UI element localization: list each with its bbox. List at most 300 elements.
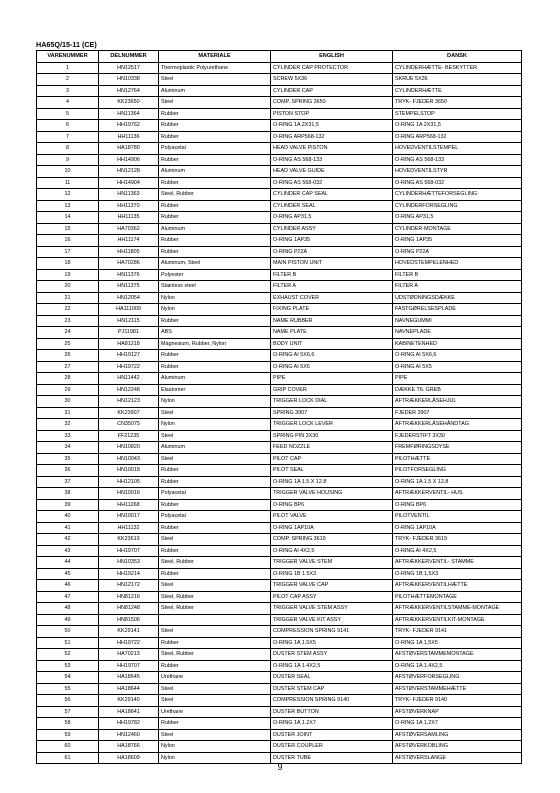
english-cell: O-RING 1A 1.4X2,5 — [271, 660, 393, 672]
header-english: ENGLISH — [271, 51, 393, 63]
table-row — [37, 315, 522, 327]
part-number-cell: HH14906 — [99, 154, 159, 166]
table-row — [37, 718, 522, 730]
english-cell: FILTER B — [271, 269, 393, 281]
table-row — [37, 706, 522, 718]
item-number-cell: 5 — [37, 108, 99, 120]
part-number-cell: HN11363 — [99, 189, 159, 201]
item-number-cell: 61 — [37, 752, 99, 764]
table-row — [37, 626, 522, 638]
part-number-cell: HH12105 — [99, 476, 159, 488]
material-cell: Elastomer — [159, 384, 271, 396]
table-row — [37, 74, 522, 86]
english-cell: PILOT CAP ASSY — [271, 591, 393, 603]
table-row — [37, 591, 522, 603]
danish-cell: O-RING 1A 1,4X2,5 — [393, 660, 522, 672]
part-number-cell: HN10016 — [99, 488, 159, 500]
part-number-cell: HH11135 — [99, 212, 159, 224]
english-cell: CYLINDER ASSY — [271, 223, 393, 235]
danish-cell: AFSTØVERSTAMMEHÆTTE — [393, 683, 522, 695]
item-number-cell: 57 — [37, 706, 99, 718]
part-number-cell: HA81218 — [99, 338, 159, 350]
item-number-cell: 50 — [37, 626, 99, 638]
material-cell: Polyester — [159, 269, 271, 281]
danish-cell: CYLINDER-MONTAGE — [393, 223, 522, 235]
danish-cell: TRYK- FJEDER 9141 — [393, 626, 522, 638]
item-number-cell: 14 — [37, 212, 99, 224]
part-number-cell: HH11136 — [99, 131, 159, 143]
table-row — [37, 304, 522, 316]
item-number-cell: 28 — [37, 373, 99, 385]
table-row — [37, 672, 522, 684]
danish-cell: AFSTØVERFORSEGLING — [393, 672, 522, 684]
item-number-cell: 29 — [37, 384, 99, 396]
material-cell: Polyacetal — [159, 488, 271, 500]
item-number-cell: 18 — [37, 258, 99, 270]
part-number-cell: HN11375 — [99, 281, 159, 293]
english-cell: SPRING PIN 3X30 — [271, 430, 393, 442]
item-number-cell: 3 — [37, 85, 99, 97]
part-number-cell: HN12517 — [99, 62, 159, 74]
part-number-cell: HH19707 — [99, 660, 159, 672]
table-row — [37, 154, 522, 166]
danish-cell: CYLINDERHÆTTE- BESKYTTER — [393, 62, 522, 74]
item-number-cell: 56 — [37, 695, 99, 707]
table-row — [37, 649, 522, 661]
item-number-cell: 59 — [37, 729, 99, 741]
english-cell: GRIP COVER — [271, 384, 393, 396]
item-number-cell: 48 — [37, 603, 99, 615]
material-cell: Steel — [159, 729, 271, 741]
table-row — [37, 258, 522, 270]
danish-cell: UDSTØDNINGSDÆKKE — [393, 292, 522, 304]
table-row — [37, 292, 522, 304]
english-cell: O-RING 1B 1.5X3 — [271, 568, 393, 580]
english-cell: FEED NOZZLE — [271, 442, 393, 454]
danish-cell: O-RING 1B 1,5X3 — [393, 568, 522, 580]
danish-cell: AFSTØVERSLANGE — [393, 752, 522, 764]
item-number-cell: 41 — [37, 522, 99, 534]
item-number-cell: 45 — [37, 568, 99, 580]
danish-cell: O-RING 1A 2X31,5 — [393, 120, 522, 132]
table-row — [37, 373, 522, 385]
danish-cell: AFTRÆKKERLÅSEHÅNDTAG — [393, 419, 522, 431]
table-row — [37, 350, 522, 362]
table-row — [37, 246, 522, 258]
item-number-cell: 20 — [37, 281, 99, 293]
material-cell: Rubber — [159, 120, 271, 132]
part-number-cell: HN12128 — [99, 166, 159, 178]
english-cell: O-RING 1A 1.2X7 — [271, 718, 393, 730]
item-number-cell: 36 — [37, 465, 99, 477]
part-number-cell: HN11376 — [99, 269, 159, 281]
part-number-cell: HH19762 — [99, 120, 159, 132]
material-cell: Steel — [159, 430, 271, 442]
english-cell: SCREW 5X36 — [271, 74, 393, 86]
material-cell: Nylon — [159, 752, 271, 764]
part-number-cell: KK29140 — [99, 695, 159, 707]
material-cell: Rubber — [159, 200, 271, 212]
english-cell: O-RING AS 568-133 — [271, 154, 393, 166]
material-cell — [159, 614, 271, 626]
table-row — [37, 361, 522, 373]
danish-cell: TRYK- FJEDER 9140 — [393, 695, 522, 707]
english-cell: O-RING AP31,5 — [271, 212, 393, 224]
danish-cell: O-RING AP31,5 — [393, 212, 522, 224]
part-number-cell: HA18645 — [99, 672, 159, 684]
item-number-cell: 53 — [37, 660, 99, 672]
item-number-cell: 47 — [37, 591, 99, 603]
danish-cell: O-RING 1AP10A — [393, 522, 522, 534]
danish-cell: FREMFØRINGSDYSE — [393, 442, 522, 454]
table-row — [37, 281, 522, 293]
material-cell: Aluminum, Steel — [159, 258, 271, 270]
english-cell: O-RING P22A — [271, 246, 393, 258]
material-cell: Rubber — [159, 545, 271, 557]
part-number-cell: HH11132 — [99, 522, 159, 534]
table-row — [37, 200, 522, 212]
danish-cell: HOVEDVENTILSTEMPEL — [393, 143, 522, 155]
item-number-cell: 35 — [37, 453, 99, 465]
part-number-cell: HN12764 — [99, 85, 159, 97]
part-number-cell: HH11370 — [99, 200, 159, 212]
english-cell: NAME RUBBER — [271, 315, 393, 327]
danish-cell: O-RING AI 5X6,6 — [393, 350, 522, 362]
item-number-cell: 46 — [37, 580, 99, 592]
english-cell: BODY UNIT — [271, 338, 393, 350]
english-cell: HEAD VALVE PISTON — [271, 143, 393, 155]
item-number-cell: 55 — [37, 683, 99, 695]
english-cell: PIPE — [271, 373, 393, 385]
item-number-cell: 30 — [37, 396, 99, 408]
material-cell: Steel, Rubber — [159, 649, 271, 661]
item-number-cell: 10 — [37, 166, 99, 178]
material-cell: Rubber — [159, 361, 271, 373]
part-number-cell: KK23907 — [99, 407, 159, 419]
part-number-cell: HN12115 — [99, 315, 159, 327]
material-cell: Rubber — [159, 315, 271, 327]
english-cell: COMPRESSION SPRING 9140 — [271, 695, 393, 707]
page-number: 9 — [277, 762, 283, 772]
part-number-cell: HA18766 — [99, 741, 159, 753]
english-cell: DUSTER BUTTON — [271, 706, 393, 718]
part-number-cell: HA70362 — [99, 223, 159, 235]
part-number-cell: HN11364 — [99, 108, 159, 120]
english-cell: CYLINDER CAP — [271, 85, 393, 97]
english-cell: DUSTER SEAL — [271, 672, 393, 684]
material-cell: Thermoplastic Polyurethane — [159, 62, 271, 74]
danish-cell: PILOTHÆTTEMONTAGE — [393, 591, 522, 603]
material-cell: Steel, Rubber — [159, 591, 271, 603]
table-row — [37, 660, 522, 672]
english-cell: PISTON STOP — [271, 108, 393, 120]
material-cell: Rubber — [159, 246, 271, 258]
english-cell: COMPRESSION SPRING 9141 — [271, 626, 393, 638]
table-row — [37, 419, 522, 431]
table-row — [37, 511, 522, 523]
table-row — [37, 580, 522, 592]
english-cell: O-RING 1AP10A — [271, 522, 393, 534]
parts-table — [36, 50, 522, 764]
danish-cell: FJEDER 3907 — [393, 407, 522, 419]
part-number-cell: HN10018 — [99, 465, 159, 477]
table-row — [37, 327, 522, 339]
part-number-cell: HN81216 — [99, 591, 159, 603]
table-row — [37, 534, 522, 546]
item-number-cell: 54 — [37, 672, 99, 684]
header-varenummer: VARENUMMER — [37, 51, 99, 63]
table-row — [37, 637, 522, 649]
part-number-cell: HA18644 — [99, 683, 159, 695]
table-row — [37, 522, 522, 534]
table-row — [37, 396, 522, 408]
danish-cell: AFSTØVERSTAMMEMONTAGE — [393, 649, 522, 661]
english-cell: TRIGGER VALVE HOUSING — [271, 488, 393, 500]
english-cell: O-RING AI 5X5 — [271, 361, 393, 373]
material-cell: Rubber — [159, 154, 271, 166]
danish-cell: CYLINDERHÆTTE — [393, 85, 522, 97]
part-number-cell: HN12123 — [99, 396, 159, 408]
table-row — [37, 189, 522, 201]
material-cell: Aluminum — [159, 223, 271, 235]
material-cell: Rubber — [159, 235, 271, 247]
item-number-cell: 24 — [37, 327, 99, 339]
danish-cell: HOVEDSTEMPELENHED — [393, 258, 522, 270]
item-number-cell: 51 — [37, 637, 99, 649]
item-number-cell: 33 — [37, 430, 99, 442]
danish-cell: FILTER A — [393, 281, 522, 293]
danish-cell: O-RING AI 5X5 — [393, 361, 522, 373]
danish-cell: O-RING AS 568-032 — [393, 177, 522, 189]
part-number-cell: KK29141 — [99, 626, 159, 638]
english-cell: COMP. SPRING 3619 — [271, 534, 393, 546]
material-cell: Rubber — [159, 108, 271, 120]
part-number-cell: HA70286 — [99, 258, 159, 270]
table-row — [37, 384, 522, 396]
english-cell: O-RING ARP568-132 — [271, 131, 393, 143]
english-cell: CYLINDER SEAL — [271, 200, 393, 212]
table-row — [37, 741, 522, 753]
item-number-cell: 49 — [37, 614, 99, 626]
english-cell: CYLINDER CAP SEAL — [271, 189, 393, 201]
material-cell: Rubber — [159, 177, 271, 189]
part-number-cell: HN81248 — [99, 603, 159, 615]
item-number-cell: 32 — [37, 419, 99, 431]
danish-cell: AFTRÆKKERVENTILHÆTTE — [393, 580, 522, 592]
danish-cell: O-RING P22A — [393, 246, 522, 258]
danish-cell: AFTRÆKKERVENTILSTAMME-MONTAGE — [393, 603, 522, 615]
part-number-cell: HN11442 — [99, 373, 159, 385]
item-number-cell: 34 — [37, 442, 99, 454]
danish-cell: AFTRÆKKERVENTIL- HUS — [393, 488, 522, 500]
item-number-cell: 7 — [37, 131, 99, 143]
danish-cell: PILOTVENTIL — [393, 511, 522, 523]
part-number-cell: HN10338 — [99, 74, 159, 86]
item-number-cell: 19 — [37, 269, 99, 281]
danish-cell: FILTER B — [393, 269, 522, 281]
material-cell: Nylon — [159, 396, 271, 408]
item-number-cell: 13 — [37, 200, 99, 212]
item-number-cell: 44 — [37, 557, 99, 569]
danish-cell: HOVEDVENTILSTYR — [393, 166, 522, 178]
table-row — [37, 465, 522, 477]
english-cell: FILTER A — [271, 281, 393, 293]
danish-cell: AFSTØVERKOBLING — [393, 741, 522, 753]
material-cell: Polyacetal — [159, 143, 271, 155]
material-cell: ABS — [159, 327, 271, 339]
danish-cell: CYLINDERFORSEGLING — [393, 200, 522, 212]
part-number-cell: HH19127 — [99, 350, 159, 362]
english-cell: PILOT VALVE — [271, 511, 393, 523]
english-cell: O-RING 1AP35 — [271, 235, 393, 247]
material-cell: Aluminum — [159, 373, 271, 385]
material-cell: Rubber — [159, 660, 271, 672]
part-number-cell: HH19707 — [99, 545, 159, 557]
part-number-cell: HA111009 — [99, 304, 159, 316]
part-number-cell: HN81506 — [99, 614, 159, 626]
danish-cell: O-RING 1AP35 — [393, 235, 522, 247]
part-number-cell: HN12460 — [99, 729, 159, 741]
part-number-cell: FF21235 — [99, 430, 159, 442]
table-row — [37, 143, 522, 155]
table-row — [37, 476, 522, 488]
danish-cell: O-RING AS 568-133 — [393, 154, 522, 166]
english-cell: DUSTER TUBE — [271, 752, 393, 764]
english-cell: FIXING PLATE — [271, 304, 393, 316]
material-cell: Rubber — [159, 350, 271, 362]
danish-cell: SKRUE 5X36 — [393, 74, 522, 86]
item-number-cell: 17 — [37, 246, 99, 258]
item-number-cell: 1 — [37, 62, 99, 74]
header-dansk: DANSK — [393, 51, 522, 63]
part-number-cell: CN35075 — [99, 419, 159, 431]
item-number-cell: 43 — [37, 545, 99, 557]
item-number-cell: 8 — [37, 143, 99, 155]
part-number-cell: HN12054 — [99, 292, 159, 304]
table-row — [37, 568, 522, 580]
item-number-cell: 4 — [37, 97, 99, 109]
material-cell: Steel — [159, 534, 271, 546]
table-row — [37, 614, 522, 626]
part-number-cell: HN12248 — [99, 384, 159, 396]
table-row — [37, 453, 522, 465]
material-cell: Steel — [159, 580, 271, 592]
part-number-cell: HH11174 — [99, 235, 159, 247]
item-number-cell: 11 — [37, 177, 99, 189]
english-cell: SPRING 3907 — [271, 407, 393, 419]
english-cell: COMP. SPRING 3650 — [271, 97, 393, 109]
table-row — [37, 235, 522, 247]
table-body — [37, 62, 522, 764]
item-number-cell: 16 — [37, 235, 99, 247]
material-cell: Nylon — [159, 741, 271, 753]
item-number-cell: 40 — [37, 511, 99, 523]
item-number-cell: 38 — [37, 488, 99, 500]
item-number-cell: 31 — [37, 407, 99, 419]
table-row — [37, 62, 522, 74]
material-cell: Rubber — [159, 212, 271, 224]
danish-cell: O-RING 1A 1,2X7 — [393, 718, 522, 730]
part-number-cell: KK23619 — [99, 534, 159, 546]
material-cell: Steel — [159, 74, 271, 86]
table-header-row — [37, 51, 522, 63]
english-cell: DUSTER COUPLER — [271, 741, 393, 753]
item-number-cell: 6 — [37, 120, 99, 132]
english-cell: HEAD VALVE GUIDE — [271, 166, 393, 178]
part-number-cell: HH19722 — [99, 637, 159, 649]
material-cell: Nylon — [159, 304, 271, 316]
english-cell: EXHAUST COVER — [271, 292, 393, 304]
material-cell: Urethane — [159, 706, 271, 718]
danish-cell: CYLINDERHÆTTEFORSEGLING — [393, 189, 522, 201]
table-row — [37, 108, 522, 120]
table-row — [37, 120, 522, 132]
danish-cell: KABINETENHED — [393, 338, 522, 350]
material-cell: Rubber — [159, 499, 271, 511]
item-number-cell: 22 — [37, 304, 99, 316]
table-row — [37, 212, 522, 224]
material-cell: Steel — [159, 683, 271, 695]
part-number-cell: PJ11981 — [99, 327, 159, 339]
material-cell: Steel — [159, 626, 271, 638]
material-cell: Steel — [159, 97, 271, 109]
table-row — [37, 545, 522, 557]
material-cell: Aluminum — [159, 166, 271, 178]
material-cell: Nylon — [159, 419, 271, 431]
item-number-cell: 12 — [37, 189, 99, 201]
table-row — [37, 430, 522, 442]
part-number-cell: HA18641 — [99, 706, 159, 718]
danish-cell: FASTGØRELSESPLADE — [393, 304, 522, 316]
material-cell: Rubber — [159, 637, 271, 649]
english-cell: O-RING 1A 1.5X5 — [271, 637, 393, 649]
material-cell: Rubber — [159, 568, 271, 580]
part-number-cell: HH11268 — [99, 499, 159, 511]
item-number-cell: 58 — [37, 718, 99, 730]
item-number-cell: 42 — [37, 534, 99, 546]
danish-cell: AFSTØVERSAMLING — [393, 729, 522, 741]
danish-cell: FJEDERSTIFT 3X30 — [393, 430, 522, 442]
table-row — [37, 177, 522, 189]
english-cell: DUSTER JOINT — [271, 729, 393, 741]
header-materiale: MATERIALE — [159, 51, 271, 63]
part-number-cell: HH19214 — [99, 568, 159, 580]
part-number-cell: HN10820 — [99, 442, 159, 454]
danish-cell: DÆKKE TIL GREB — [393, 384, 522, 396]
part-number-cell: HA18609 — [99, 752, 159, 764]
item-number-cell: 21 — [37, 292, 99, 304]
item-number-cell: 37 — [37, 476, 99, 488]
english-cell: O-RING AS 568-032 — [271, 177, 393, 189]
header-delnummer: DELNUMMER — [99, 51, 159, 63]
danish-cell: O-RING 1A 1.5 X 12,8 — [393, 476, 522, 488]
danish-cell: TRYK- FJEDER 3650 — [393, 97, 522, 109]
document-title: HA65Q/15-11 (CE) — [36, 40, 97, 49]
table-row — [37, 557, 522, 569]
danish-cell: AFSTØVERKNAP — [393, 706, 522, 718]
part-number-cell: HN12172 — [99, 580, 159, 592]
danish-cell: PILOTHÆTTE — [393, 453, 522, 465]
danish-cell: AFTRÆKKERLÅSEHJUL — [393, 396, 522, 408]
danish-cell: NAVNEGUMMI — [393, 315, 522, 327]
item-number-cell: 52 — [37, 649, 99, 661]
material-cell: Steel, Rubber — [159, 557, 271, 569]
material-cell: Rubber — [159, 131, 271, 143]
item-number-cell: 9 — [37, 154, 99, 166]
english-cell: MAIN PISTON UNIT — [271, 258, 393, 270]
table-row — [37, 223, 522, 235]
item-number-cell: 23 — [37, 315, 99, 327]
